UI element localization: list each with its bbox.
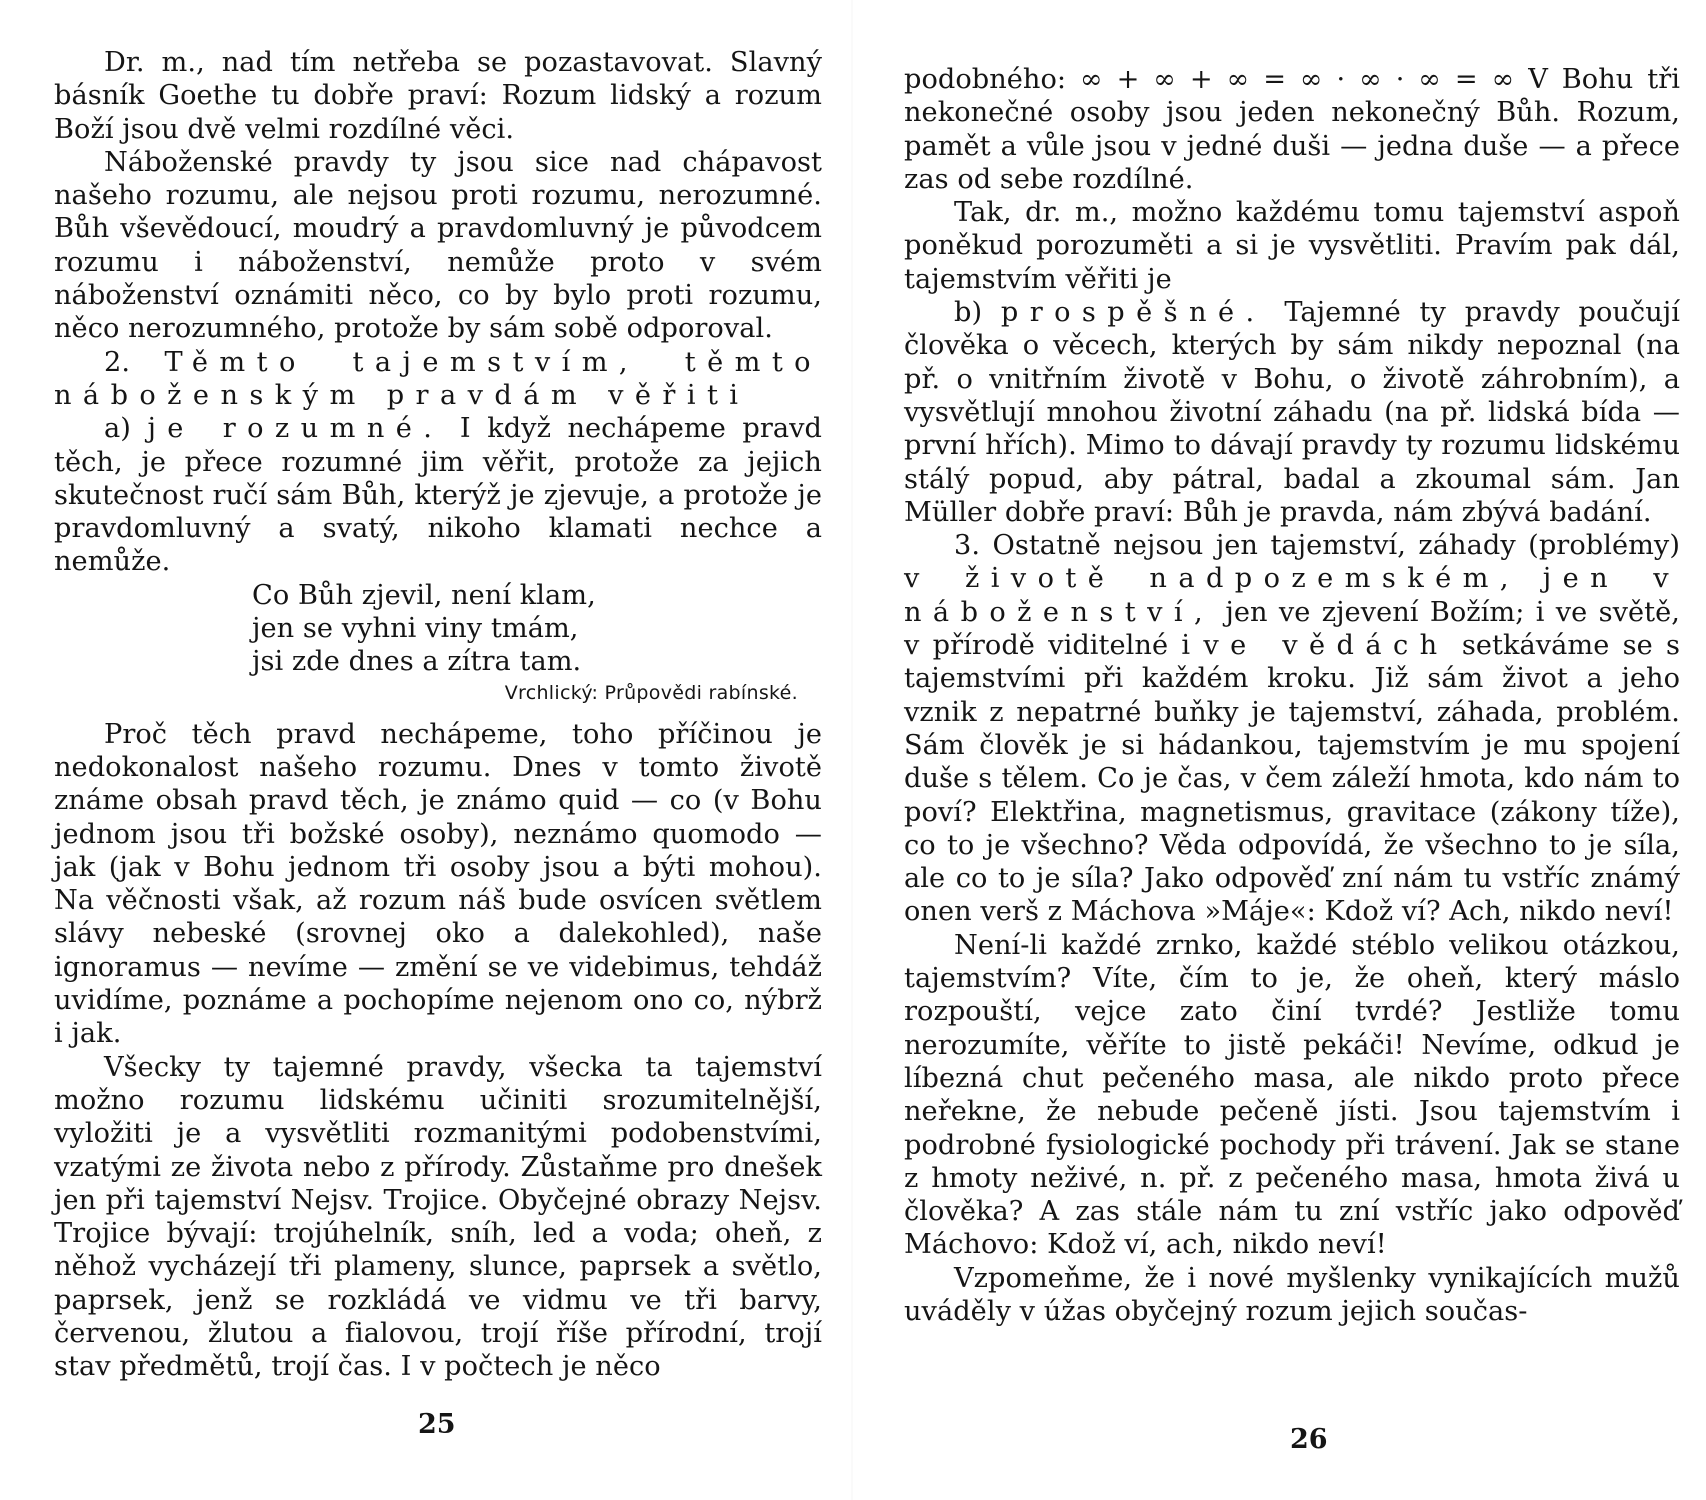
heading-spaced-text: Těmto tajemstvím, těmto náboženským pravdám věřiti bbox=[54, 346, 822, 411]
paragraph: Proč těch pravd nechápeme, toho příčinou je nedokonalost našeho rozumu. Dnes v tomto životě známe obsah pravd těch, je známo quid — co (v Bohu jednom jsou tři božské osoby), neznámo quomodo — jak (jak v Bohu jednom tři osoby jsou a býti mohou). Na věčnosti však, až rozum náš bude osvícen světlem slávy nebeské (srovnej oko a dalekohled), naše ignoramus — nevíme — změní se ve videbimus, tehdáž uvidíme, poznáme a pochopíme nejenom ono co, nýbrž i jak. bbox=[54, 718, 822, 1050]
page-number: 25 bbox=[418, 1409, 456, 1440]
point-3-spaced-2: jen v náboženství, bbox=[904, 563, 1680, 628]
paragraph: Dr. m., nad tím netřeba se pozastavovat. Slavný básník Goethe tu dobře praví: Rozum lidský a rozum Boží jsou dvě velmi rozdílné věci. bbox=[54, 47, 822, 145]
paragraph: Tak, dr. m., možno každému tomu tajemství aspoň poněkud porozuměti a si je vysvětliti. Pravím pak dál, tajemstvím věřiti je bbox=[904, 197, 1680, 295]
point-3-start: 3. Ostatně nejsou jen tajemství, záhady (problémy) bbox=[954, 530, 1680, 562]
poem-line: Co Bůh zjevil, není klam, bbox=[252, 579, 596, 611]
point-a-spaced: je rozumné. bbox=[147, 413, 444, 445]
point-3-spaced-3: ve vědách bbox=[1203, 630, 1449, 662]
point-b-label: b) bbox=[954, 297, 983, 329]
paragraph: podobného: ∞ + ∞ + ∞ = ∞ · ∞ · ∞ = ∞ V Bohu tři nekonečné osoby jsou jeden nekonečný Bůh. Rozum, pamět a vůle jsou v jedné duši — jedna duše — a přece zas od sebe rozdílné. bbox=[904, 64, 1680, 195]
point-a-label: a) bbox=[104, 413, 131, 445]
paragraph: Vzpomeňme, že i nové myšlenky vynikajících mužů uváděly v úžas obyčejný rozum jejich součas- bbox=[904, 1262, 1680, 1327]
point-b-paragraph bbox=[904, 296, 1680, 529]
point-3-rest: setkáváme se s tajemstvími při každém kroku. Již sám život a jeho vznik z nepatrné buňky je tajemství, záhada, problém. Sám člověk je si hádankou, tajemstvím je mu spojení duše s tělem. Co je čas, v čem záleží hmota, kdo nám to poví? Elektřina, magnetismus, gravitace (zákony tíže), co to je všechno? Věda odpovídá, že všechno to je síla, ale co to je síla? Jako odpověď zní nám tu vstříc známý onen verš z Máchova »Máje«: Kdož ví? Ach, nikdo neví! bbox=[904, 630, 1680, 928]
poem-attribution: Vrchlický: Průpovědi rabínské. bbox=[504, 681, 798, 704]
point-a-text: I když nechápeme pravd těch, je přece rozumné jim věřit, protože za jejich skutečnost ručí sám Bůh, kterýž je zjevuje, a protože je pravdomluvný a svatý, nikoho klamati nechce a nemůže. bbox=[54, 413, 822, 578]
poem-line: jen se vyhni viny tmám, bbox=[252, 613, 579, 645]
section-heading-2 bbox=[54, 346, 822, 413]
point-3-mid: jen ve zjevení Božím; i ve světě, v přírodě viditelné i bbox=[904, 596, 1680, 662]
point-b-text: Tajemné ty pravdy poučují člověka o věcech, kterých by sám nikdy nepoznal (na př. o vnitřním životě v Bohu, o životě záhrobním), a vysvětlují mnohou životní záhadu (na př. lidská bída — první hřích). Mimo to dávají pravdy ty rozumu lidskému stálý popud, aby pátral, badal a zkoumal sám. Jan Müller dobře praví: Bůh je pravda, nám zbývá badání. bbox=[904, 297, 1680, 528]
heading-number: 2. bbox=[104, 346, 131, 378]
right-text-column bbox=[904, 63, 1680, 1328]
page-number: 26 bbox=[1290, 1424, 1328, 1455]
left-text-column bbox=[54, 46, 822, 1384]
paragraph: Náboženské pravdy ty jsou sice nad chápavost našeho rozumu, ale nejsou proti rozumu, nerozumné. Bůh vševědoucí, moudrý a pravdomluvný je původcem rozumu i náboženství, nemůže proto v svém náboženství oznámiti něco, co by bylo proti rozumu, něco nerozumného, protože by sám sobě odporoval. bbox=[54, 146, 822, 345]
point-b-spaced: prospěšné. bbox=[1000, 297, 1266, 329]
right-page bbox=[853, 0, 1706, 1500]
point-3-spaced-1: v životě nadpozemském, bbox=[904, 563, 1520, 595]
paragraph: Všecky ty tajemné pravdy, všecka ta tajemství možno rozumu lidskému učiniti srozumitelnější, vyložiti je a vysvětliti rozmanitými podobenstvími, vzatými ze života nebo z přírody. Zůstaňme pro dnešek jen při tajemství Nejsv. Trojice. Obyčejné obrazy Nejsv. Trojice bývají: trojúhelník, sníh, led a voda; oheň, z něhož vycházejí tři plameny, slunce, paprsek a světlo, paprsek, jenž se rozkládá ve vidmu ve tři barvy, červenou, žlutou a fialovou, trojí říše přírodní, trojí stav předmětů, trojí čas. I v počtech je něco bbox=[54, 1051, 822, 1383]
poem-line: jsi zde dnes a zítra tam. bbox=[252, 646, 582, 678]
point-a-paragraph bbox=[54, 412, 822, 578]
point-3-paragraph bbox=[904, 529, 1680, 929]
paragraph: Není-li každé zrnko, každé stéblo velikou otázkou, tajemstvím? Víte, čím to je, že oheň, který máslo rozpouští, vejce zato činí tvrdé? Jestliže tomu nerozumíte, věříte to jistě pekáči! Nevíme, odkud je líbezná chut pečeného masa, ale nikdo proto přece neřekne, že nebude pečeně jísti. Jsou tajemstvím i podrobné fysiologické pochody při trávení. Jak se stane z hmoty neživé, n. př. z pečeného masa, hmota živá u člověka? A zas stále nám tu zní vstříc jako odpověď Máchovo: Kdož ví, ach, nikdo neví! bbox=[904, 929, 1680, 1261]
poem bbox=[252, 579, 822, 679]
